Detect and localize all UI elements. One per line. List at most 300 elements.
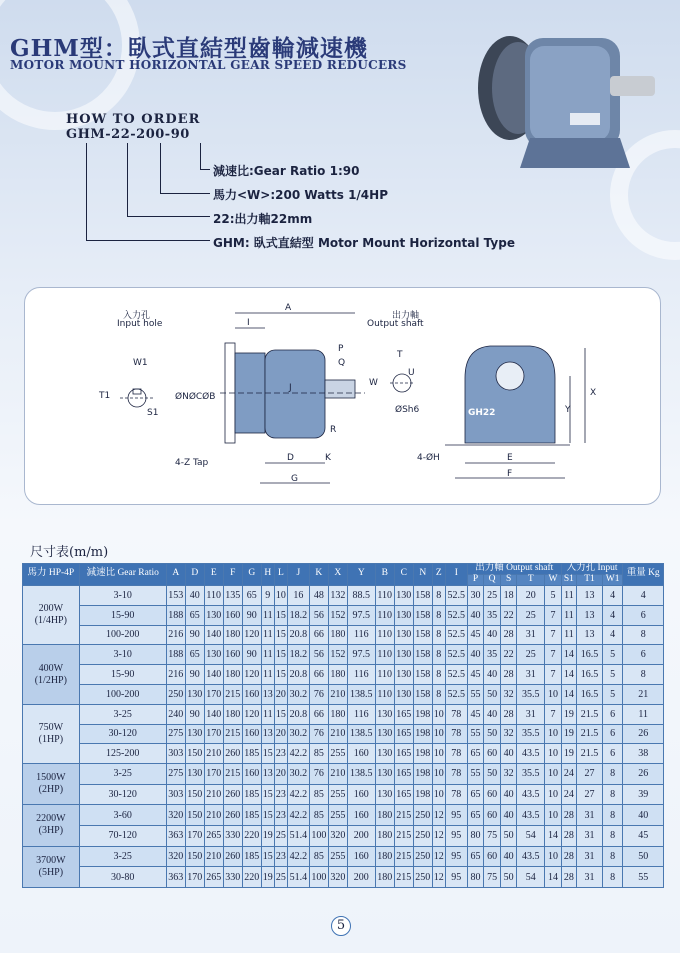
table-cell: 255 [328,805,347,826]
table-cell: 15 [274,704,287,724]
header-col: C [394,564,413,586]
table-cell: 158 [413,605,432,625]
header-col: A [166,564,185,586]
table-cell: 11 [261,704,274,724]
table-cell: 320 [328,867,347,888]
table-cell: 78 [445,744,467,764]
table-cell: 54 [517,825,545,846]
table-cell: 39 [623,784,664,805]
table-cell: 165 [394,784,413,805]
table-cell: 21.5 [577,744,603,764]
table-cell: 215 [223,764,242,785]
table-cell: 50 [484,764,501,785]
table-row [23,585,664,605]
table-cell: 130 [375,724,394,744]
dim-i: I [247,318,250,328]
table-cell: 76 [309,684,328,704]
table-cell: 90 [185,625,204,645]
table-cell: 15 [274,665,287,685]
table-cell: 130 [394,645,413,665]
table-cell: 16.5 [577,684,603,704]
table-cell: 35 [484,605,501,625]
table-cell: 42.2 [287,805,309,826]
page-title: GHM型：臥式直結型齒輪減速機 [10,35,368,62]
header-col: B [375,564,394,586]
table-cell: 65 [185,605,204,625]
table-cell: 130 [204,605,223,625]
table-cell: 13 [577,605,603,625]
table-cell: 85 [309,846,328,867]
table-cell: 28 [561,846,576,867]
table-cell: 110 [375,585,394,605]
table-cell: 216 [166,625,185,645]
table-cell: 78 [445,704,467,724]
table-cell: 170 [204,724,223,744]
table-cell: 8 [623,625,664,645]
table-cell: 10 [545,744,562,764]
table-cell: 51.4 [287,825,309,846]
table-cell: 30 [467,585,484,605]
table-cell: 10 [545,764,562,785]
table-cell: 32 [500,764,517,785]
table-cell: 15 [274,645,287,665]
table-cell: 40 [500,805,517,826]
table-cell: 260 [223,805,242,826]
table-cell: 90 [242,605,261,625]
table-cell: 15-90 [79,605,166,625]
table-cell: 80 [467,867,484,888]
table-cell: 19 [261,825,274,846]
table-cell: 3-10 [79,585,166,605]
table-cell: 165 [394,764,413,785]
table-cell: 95 [445,825,467,846]
table-cell: 160 [347,744,375,764]
table-cell: 130 [185,764,204,785]
table-cell: 35.5 [517,684,545,704]
table-cell: 130 [185,684,204,704]
table-cell: 170 [185,825,204,846]
table-cell: 40 [484,665,501,685]
table-cell: 95 [445,867,467,888]
hp-value: 750W [38,721,64,733]
table-cell: 35.5 [517,764,545,785]
table-cell: 50 [484,684,501,704]
hp-value-alt: (2HP) [38,784,64,796]
table-cell: 54 [517,867,545,888]
table-cell: 165 [394,724,413,744]
table-cell: 220 [242,825,261,846]
table-cell: 363 [166,825,185,846]
table-row [23,846,664,867]
order-code: GHM-22-200-90 [66,127,190,142]
table-cell: 76 [309,764,328,785]
table-cell: 45 [467,704,484,724]
table-cell: 26 [623,724,664,744]
table-cell: 5 [545,585,562,605]
header-col: D [185,564,204,586]
table-cell: 7 [545,665,562,685]
table-cell: 363 [166,867,185,888]
table-cell: 215 [223,724,242,744]
dim-g: G [291,474,298,484]
table-cell: 8 [602,846,623,867]
table-cell: 28 [500,665,517,685]
order-item-type: GHM: 臥式直結型 Motor Mount Horizontal Type [213,236,515,250]
table-row [23,867,664,888]
table-cell: 50 [484,724,501,744]
dim-u: U [408,368,415,378]
table-cell: 15 [261,744,274,764]
table-cell: 31 [517,625,545,645]
bore-dimension-label: ØNØCØB [175,392,216,402]
table-cell: 140 [204,665,223,685]
table-cell: 210 [204,805,223,826]
table-cell: 160 [347,846,375,867]
table-cell: 130 [185,724,204,744]
table-cell: 275 [166,764,185,785]
table-cell: 150 [185,846,204,867]
header-col: L [274,564,287,586]
table-cell: 26 [623,764,664,785]
table-cell: 188 [166,645,185,665]
table-cell: 198 [413,724,432,744]
table-cell: 150 [185,744,204,764]
dim-t: T [397,350,403,360]
table-cell: 8 [602,867,623,888]
table-cell: 42.2 [287,744,309,764]
table-cell: 25 [274,867,287,888]
table-cell: 30.2 [287,684,309,704]
table-cell: 215 [394,805,413,826]
table-cell: 65 [242,585,261,605]
table-cell: 160 [242,684,261,704]
table-cell: 250 [413,805,432,826]
technical-drawing-svg [25,288,662,506]
table-cell: 130 [394,665,413,685]
header-col: F [223,564,242,586]
table-cell: 28 [561,867,576,888]
table-cell: 185 [242,744,261,764]
table-cell: 28 [500,625,517,645]
header-hp: 馬力 HP-4P [23,564,80,586]
table-cell: 43.5 [517,805,545,826]
table-cell: 45 [467,625,484,645]
table-cell: 10 [545,784,562,805]
table-cell: 14 [545,825,562,846]
header-col: T1 [577,574,603,585]
table-cell: 158 [413,645,432,665]
hp-value-alt: (1HP) [38,733,64,745]
table-cell: 260 [223,744,242,764]
table-cell: 100 [309,825,328,846]
table-cell: 52.5 [445,605,467,625]
dim-e: E [507,453,513,463]
table-cell: 200 [347,867,375,888]
table-cell: 188 [166,605,185,625]
table-cell: 160 [242,764,261,785]
table-cell: 19 [561,724,576,744]
table-cell: 20 [274,684,287,704]
table-cell: 90 [185,665,204,685]
table-cell: 14 [561,684,576,704]
header-col: K [309,564,328,586]
table-cell: 215 [394,825,413,846]
table-cell: 28 [561,805,576,826]
table-cell: 185 [242,805,261,826]
table-cell: 7 [545,625,562,645]
table-cell: 22 [500,605,517,625]
table-cell: 100-200 [79,625,166,645]
header-col: Y [347,564,375,586]
table-cell: 30.2 [287,764,309,785]
table-cell: 8 [432,585,445,605]
table-cell: 3-25 [79,704,166,724]
hp-value-alt: (3HP) [38,825,64,837]
table-cell: 10 [545,805,562,826]
table-cell: 55 [467,724,484,744]
dim-t1: T1 [99,391,111,401]
table-cell: 140 [204,704,223,724]
table-cell: 215 [394,846,413,867]
table-cell: 13 [261,724,274,744]
table-cell: 11 [261,625,274,645]
table-cell: 120 [242,625,261,645]
table-row [23,625,664,645]
table-cell: 60 [484,784,501,805]
table-cell: 13 [261,684,274,704]
dim-p: P [338,344,344,354]
order-item-ratio: 減速比:Gear Ratio 1:90 [213,164,360,178]
table-row [23,684,664,704]
table-cell: 15 [261,846,274,867]
table-cell: 100 [309,867,328,888]
table-cell: 23 [274,744,287,764]
table-cell: 18.2 [287,605,309,625]
table-cell: 180 [375,846,394,867]
table-cell: 10 [432,704,445,724]
header-col: P [467,574,484,585]
table-cell: 19 [561,744,576,764]
table-cell: 158 [413,665,432,685]
table-cell: 78 [445,724,467,744]
table-cell: 130 [394,585,413,605]
table-cell: 20 [517,585,545,605]
table-cell: 28 [561,825,576,846]
table-cell: 31 [577,825,603,846]
table-cell: 12 [432,867,445,888]
table-cell: 260 [223,846,242,867]
table-cell: 75 [484,825,501,846]
header-weight: 重量 Kg [623,564,664,586]
table-cell: 52.5 [445,684,467,704]
header-col: G [242,564,261,586]
table-cell: 220 [242,867,261,888]
table-cell: 23 [274,846,287,867]
table-cell: 32 [500,684,517,704]
table-cell: 25 [517,605,545,625]
table-cell: 160 [223,645,242,665]
table-cell: 30-80 [79,867,166,888]
table-cell: 15 [274,625,287,645]
table-cell: 97.5 [347,645,375,665]
table-cell: 198 [413,784,432,805]
table-cell: 210 [328,764,347,785]
header-ratio: 減速比 Gear Ratio [79,564,166,586]
table-cell: 40 [623,805,664,826]
table-cell: 180 [328,704,347,724]
table-cell: 130 [375,784,394,805]
table-cell: 65 [185,645,204,665]
table-cell: 15-90 [79,665,166,685]
table-cell: 35.5 [517,724,545,744]
table-cell: 52.5 [445,645,467,665]
header-col: I [445,564,467,586]
dim-d: D [287,453,294,463]
table-cell: 78 [445,784,467,805]
header-col: H [261,564,274,586]
table-cell: 31 [577,867,603,888]
table-cell: 198 [413,764,432,785]
table-cell: 12 [432,805,445,826]
table-cell: 10 [432,744,445,764]
table-cell: 330 [223,825,242,846]
table-cell: 10 [432,784,445,805]
hp-value: 400W [38,662,64,674]
table-cell: 240 [166,704,185,724]
table-cell: 90 [242,645,261,665]
table-cell: 38 [623,744,664,764]
table-cell: 50 [500,825,517,846]
table-cell: 138.5 [347,724,375,744]
table-cell: 10 [545,684,562,704]
table-cell: 303 [166,744,185,764]
table-cell: 65 [467,805,484,826]
table-cell: 7 [545,704,562,724]
table-cell: 8 [602,784,623,805]
table-cell: 130 [394,684,413,704]
table-cell: 120 [242,704,261,724]
table-cell: 130 [375,704,394,724]
table-cell: 160 [242,724,261,744]
order-item-power: 馬力<W>:200 Watts 1/4HP [213,188,388,202]
table-cell: 4 [602,605,623,625]
header-col: W1 [602,574,623,585]
header-col: N [413,564,432,586]
table-cell: 152 [328,605,347,625]
table-cell: 28 [500,704,517,724]
table-cell: 25 [484,585,501,605]
table-cell: 11 [261,645,274,665]
table-cell: 76 [309,724,328,744]
table-cell: 6 [602,744,623,764]
dim-a: A [285,303,292,313]
table-cell: 35 [484,645,501,665]
table-cell: 116 [347,704,375,724]
input-hole-label-zh: 入力孔 [123,311,151,321]
output-shaft-label-en: Output shaft [367,319,424,329]
dim-w: W [369,378,378,388]
table-cell: 153 [166,585,185,605]
table-cell: 180 [223,704,242,724]
table-cell: 48 [309,585,328,605]
table-cell: 210 [204,744,223,764]
table-cell: 4 [602,625,623,645]
table-cell: 21 [623,684,664,704]
leader-line [86,143,210,241]
table-cell: 43.5 [517,846,545,867]
table-cell: 16 [287,585,309,605]
hp-value-alt: (5HP) [38,866,64,878]
table-cell: 8 [432,684,445,704]
table-cell: 132 [328,585,347,605]
table-cell: 85 [309,805,328,826]
table-row [23,784,664,805]
table-cell: 4 [623,585,664,605]
table-cell: 95 [445,846,467,867]
how-to-order-heading: HOW TO ORDER [66,112,201,127]
model-mark: GH22 [468,408,496,418]
table-cell: 85 [309,744,328,764]
table-cell: 11 [561,625,576,645]
table-cell: 165 [394,744,413,764]
table-cell: 260 [223,784,242,805]
table-cell: 152 [328,645,347,665]
table-cell: 138.5 [347,764,375,785]
table-cell: 14 [545,867,562,888]
table-cell: 250 [413,825,432,846]
table-cell: 180 [375,825,394,846]
table-cell: 55 [623,867,664,888]
table-cell: 20.8 [287,665,309,685]
table-cell: 66 [309,665,328,685]
table-cell: 40 [500,846,517,867]
table-cell: 11 [261,665,274,685]
table-cell: 255 [328,846,347,867]
table-cell: 10 [274,585,287,605]
table-cell: 5 [602,645,623,665]
input-hole-label-en: Input hole [117,319,163,329]
table-cell: 55 [467,684,484,704]
table-cell: 20.8 [287,704,309,724]
table-cell: 215 [223,684,242,704]
table-cell: 6 [623,605,664,625]
table-cell: 56 [309,605,328,625]
table-row [23,704,664,724]
table-cell: 60 [484,805,501,826]
hp-group-cell [23,704,80,763]
table-cell: 130 [204,645,223,665]
table-cell: 8 [602,805,623,826]
table-cell: 18.2 [287,645,309,665]
dim-s1: S1 [147,408,159,418]
table-cell: 12 [432,825,445,846]
table-cell: 180 [223,665,242,685]
shaft-diameter-label: ØSh6 [395,405,420,415]
table-row [23,825,664,846]
table-cell: 120 [242,665,261,685]
table-cell: 65 [467,846,484,867]
table-cell: 21.5 [577,724,603,744]
table-title: 尺寸表(m/m) [30,545,109,560]
table-cell: 330 [223,867,242,888]
table-cell: 70-120 [79,825,166,846]
table-cell: 50 [500,867,517,888]
table-cell: 60 [484,744,501,764]
table-cell: 88.5 [347,585,375,605]
table-cell: 15 [261,784,274,805]
table-cell: 110 [375,605,394,625]
dim-q: Q [338,358,346,368]
